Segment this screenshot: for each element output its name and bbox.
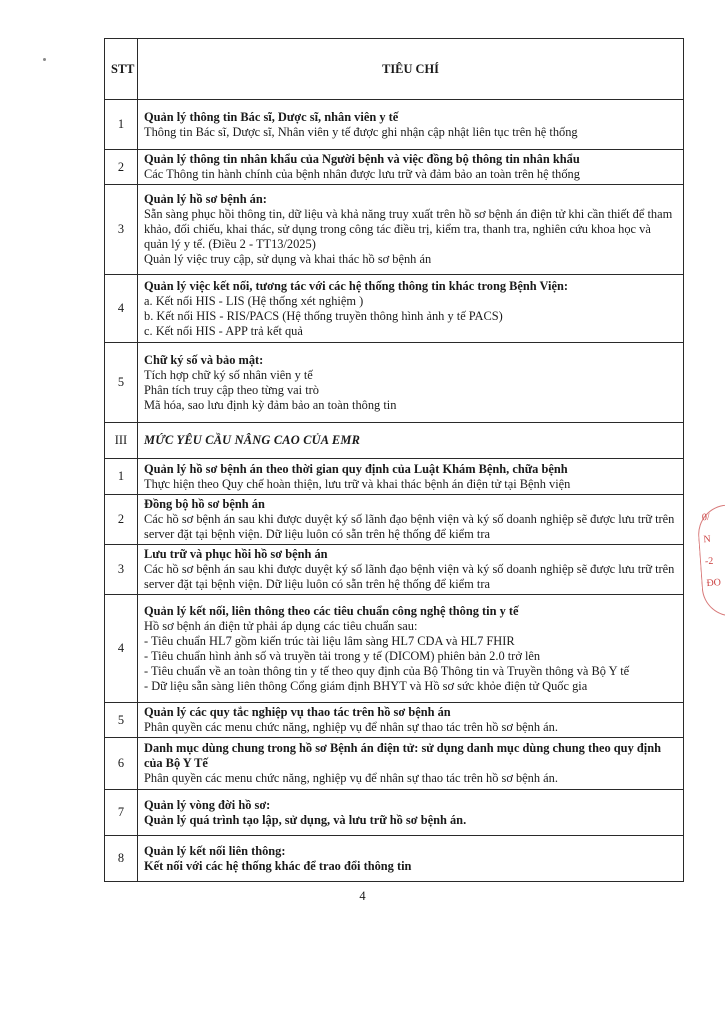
criterion-title: Quản lý kết nối liên thông: (144, 843, 286, 858)
row-number: 6 (105, 738, 138, 790)
table-row (105, 100, 684, 150)
row-number: III (105, 423, 138, 459)
section-row (105, 423, 684, 459)
row-number: 8 (105, 836, 138, 882)
row-number: 4 (105, 595, 138, 703)
table-row (105, 185, 684, 275)
criterion-detail: Các Thông tin hành chính của bệnh nhân được lưu trữ và đảm bảo an toàn trên hệ thống (144, 167, 580, 181)
criterion-detail: Phân quyền các menu chức năng, nghiệp vụ để nhân sự thao tác trên hồ sơ bệnh án. (144, 771, 558, 785)
table-header-row (105, 39, 684, 100)
row-content (138, 100, 684, 150)
criterion-detail: Kết nối với các hệ thống khác để trao đổi thông tin (144, 858, 412, 873)
criterion-title: Danh mục dùng chung trong hồ sơ Bệnh án điện tử: sử dụng danh mục dùng chung theo quy định của Bộ Y Tế (144, 741, 661, 770)
criterion-detail: Tích hợp chữ ký số nhân viên y tế (144, 367, 313, 382)
criterion-title: Quản lý vòng đời hồ sơ: (144, 797, 271, 812)
criterion-detail: - Tiêu chuẩn hình ảnh số và truyền tải trong y tế (DICOM) phiên bản 2.0 trở lên (144, 648, 541, 663)
table-row (105, 703, 684, 738)
row-content (138, 275, 684, 343)
criterion-title: Quản lý các quy tắc nghiệp vụ thao tác trên hồ sơ bệnh án (144, 705, 451, 719)
table-row (105, 275, 684, 343)
table-row (105, 595, 684, 703)
row-number: 7 (105, 790, 138, 836)
row-content (138, 423, 684, 459)
criterion-detail: Phân quyền các menu chức năng, nghiệp vụ để nhân sự thao tác trên hồ sơ bệnh án. (144, 720, 558, 734)
row-number: 1 (105, 100, 138, 150)
criterion-title: Lưu trữ và phục hồi hồ sơ bệnh án (144, 547, 328, 561)
criterion-detail: Thực hiện theo Quy chế hoàn thiện, lưu trữ và khai thác bệnh án điện tử tại Bệnh viện (144, 476, 571, 491)
criterion-detail: Quản lý quá trình tạo lập, sử dụng, và lưu trữ hồ sơ bệnh án. (144, 812, 467, 827)
criteria-table (104, 38, 684, 882)
row-content (138, 185, 684, 275)
criterion-detail: - Dữ liệu sẵn sàng liên thông Cổng giám định BHYT và Hồ sơ sức khỏe điện tử Quốc gia (144, 678, 588, 693)
table-row (105, 495, 684, 545)
row-number: 3 (105, 545, 138, 595)
table-row (105, 545, 684, 595)
table-row (105, 738, 684, 790)
criterion-detail: - Tiêu chuẩn HL7 gồm kiến trúc tài liệu lâm sàng HL7 CDA và HL7 FHIR (144, 633, 515, 648)
row-content (138, 738, 684, 790)
table-row (105, 790, 684, 836)
criterion-detail: Sẵn sàng phục hồi thông tin, dữ liệu và khả năng truy xuất trên hồ sơ bệnh án điện tử khi cần thiết để tham khảo, đối chiếu, khai thác, sử dụng trong công tác điều trị, kiểm tra, thanh tra, nghiên cứu khoa học và quản lý y tế. (Điều 2 - TT13/2025) (144, 207, 673, 251)
criterion-detail: a. Kết nối HIS - LIS (Hệ thống xét nghiệm ) (144, 293, 364, 308)
criterion-detail: Hồ sơ bệnh án điện tử phải áp dụng các tiêu chuẩn sau: (144, 618, 418, 633)
row-number: 3 (105, 185, 138, 275)
criterion-title: Quản lý thông tin Bác sĩ, Dược sĩ, nhân viên y tế (144, 109, 399, 124)
criterion-detail: Mã hóa, sao lưu định kỳ đảm bảo an toàn thông tin (144, 397, 397, 412)
header-stt: STT (105, 39, 138, 100)
page-number: 4 (359, 889, 366, 903)
row-content (138, 836, 684, 882)
criterion-title: Quản lý việc kết nối, tương tác với các hệ thống thông tin khác trong Bệnh Viện: (144, 278, 568, 293)
row-content (138, 150, 684, 185)
row-content (138, 495, 684, 545)
row-content (138, 790, 684, 836)
header-criteria: TIÊU CHÍ (138, 39, 684, 100)
criterion-detail: Các hồ sơ bệnh án sau khi được duyệt ký số lãnh đạo bệnh viện và ký số doanh nghiệp sẽ được lưu trữ trên server đặt tại bệnh viện. Dữ liệu luôn có sẵn trên hệ thống để kiểm tra (144, 512, 675, 541)
row-number: 2 (105, 150, 138, 185)
table-row (105, 836, 684, 882)
row-number: 1 (105, 459, 138, 495)
criterion-detail: Các hồ sơ bệnh án sau khi được duyệt ký số lãnh đạo bệnh viện và ký số doanh nghiệp sẽ được lưu trữ trên server đặt tại bệnh viện. Dữ liệu luôn có sẵn trên hệ thống để kiểm tra (144, 562, 675, 591)
criterion-detail: c. Kết nối HIS - APP trả kết quả (144, 323, 303, 338)
criterion-title: Quản lý thông tin nhân khẩu của Người bệnh và việc đồng bộ thông tin nhân khẩu (144, 152, 580, 166)
row-content (138, 545, 684, 595)
row-content (138, 595, 684, 703)
row-number: 5 (105, 703, 138, 738)
scan-dot (43, 58, 46, 61)
criterion-title: Chữ ký số và bảo mật: (144, 352, 264, 367)
section-title: MỨC YÊU CẦU NÂNG CAO CỦA EMR (144, 433, 361, 447)
partial-stamp: 0/ N -2 ĐO (696, 504, 725, 619)
row-number: 2 (105, 495, 138, 545)
criterion-detail: b. Kết nối HIS - RIS/PACS (Hệ thống truyền thông hình ảnh y tế PACS) (144, 308, 503, 323)
row-content (138, 459, 684, 495)
criterion-detail: Thông tin Bác sĩ, Dược sĩ, Nhân viên y tế được ghi nhận cập nhật liên tục trên hệ thống (144, 124, 578, 139)
criterion-detail: Quản lý việc truy cập, sử dụng và khai thác hồ sơ bệnh án (144, 252, 432, 266)
row-content (138, 703, 684, 738)
criterion-detail: Phân tích truy cập theo từng vai trò (144, 382, 319, 397)
table-row (105, 150, 684, 185)
criterion-title: Đồng bộ hồ sơ bệnh án (144, 497, 265, 511)
table-row (105, 459, 684, 495)
criterion-title: Quản lý kết nối, liên thông theo các tiêu chuẩn công nghệ thông tin y tế (144, 603, 519, 618)
criterion-detail: - Tiêu chuẩn về an toàn thông tin y tế theo quy định của Bộ Thông tin và Truyền thông và Bộ Y tế (144, 663, 630, 678)
row-number: 5 (105, 343, 138, 423)
criterion-title: Quản lý hồ sơ bệnh án theo thời gian quy định của Luật Khám Bệnh, chữa bệnh (144, 461, 568, 476)
table-row (105, 343, 684, 423)
row-content (138, 343, 684, 423)
criterion-title: Quản lý hồ sơ bệnh án: (144, 192, 267, 206)
row-number: 4 (105, 275, 138, 343)
